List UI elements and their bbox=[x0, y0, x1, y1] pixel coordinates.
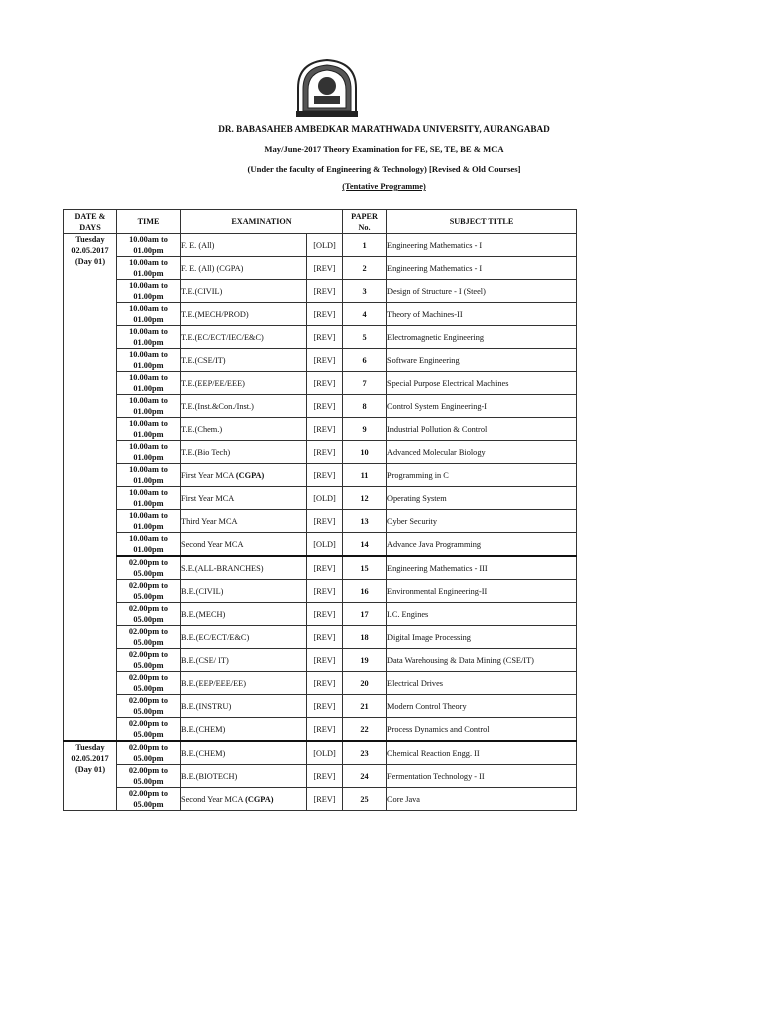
examination-cell: T.E.(Chem.) bbox=[181, 418, 307, 441]
table-row bbox=[64, 418, 577, 441]
time-cell: 10.00am to 01.00pm bbox=[117, 395, 181, 418]
faculty-line: (Under the faculty of Engineering & Technology) [Revised & Old Courses] bbox=[247, 164, 521, 174]
time-cell: 10.00am to 01.00pm bbox=[117, 464, 181, 487]
table-row bbox=[64, 672, 577, 695]
examination-cell: B.E.(EC/ECT/E&C) bbox=[181, 626, 307, 649]
subject-title-cell: Data Warehousing & Data Mining (CSE/IT) bbox=[387, 649, 577, 672]
examination-cell: B.E.(INSTRU) bbox=[181, 695, 307, 718]
exam-title: May/June-2017 Theory Examination for FE, SE, TE, BE & MCA bbox=[264, 144, 504, 154]
examination-cell: B.E.(BIOTECH) bbox=[181, 765, 307, 788]
subject-title-cell: Cyber Security bbox=[387, 510, 577, 533]
table-row bbox=[64, 326, 577, 349]
time-cell: 02.00pm to 05.00pm bbox=[117, 765, 181, 788]
table-row bbox=[64, 626, 577, 649]
course-type-cell: [OLD] bbox=[307, 487, 343, 510]
university-emblem bbox=[292, 56, 362, 118]
table-row bbox=[64, 510, 577, 533]
table-row bbox=[64, 788, 577, 811]
paper-number-cell: 22 bbox=[343, 718, 387, 742]
table-row bbox=[64, 372, 577, 395]
subject-title-cell: Advanced Molecular Biology bbox=[387, 441, 577, 464]
subject-title-cell: Modern Control Theory bbox=[387, 695, 577, 718]
paper-number-cell: 2 bbox=[343, 257, 387, 280]
examination-cell: S.E.(ALL-BRANCHES) bbox=[181, 556, 307, 580]
table-row bbox=[64, 603, 577, 626]
subject-title-cell: Theory of Machines-II bbox=[387, 303, 577, 326]
subject-title-cell: Environmental Engineering-II bbox=[387, 580, 577, 603]
course-type-cell: [REV] bbox=[307, 372, 343, 395]
examination-cell: T.E.(MECH/PROD) bbox=[181, 303, 307, 326]
table-row bbox=[64, 718, 577, 742]
col-header-paper: PAPER No. bbox=[343, 210, 387, 234]
time-cell: 10.00am to 01.00pm bbox=[117, 487, 181, 510]
time-cell: 10.00am to 01.00pm bbox=[117, 280, 181, 303]
course-type-cell: [OLD] bbox=[307, 741, 343, 765]
course-type-cell: [REV] bbox=[307, 510, 343, 533]
examination-cell: Second Year MCA bbox=[181, 533, 307, 557]
examination-cell: B.E.(CSE/ IT) bbox=[181, 649, 307, 672]
university-name: DR. BABASAHEB AMBEDKAR MARATHWADA UNIVERSITY, AURANGABAD bbox=[218, 124, 550, 134]
course-type-cell: [REV] bbox=[307, 326, 343, 349]
examination-cell: B.E.(MECH) bbox=[181, 603, 307, 626]
time-cell: 10.00am to 01.00pm bbox=[117, 533, 181, 557]
table-row bbox=[64, 765, 577, 788]
time-cell: 02.00pm to 05.00pm bbox=[117, 788, 181, 811]
paper-number-cell: 11 bbox=[343, 464, 387, 487]
course-type-cell: [REV] bbox=[307, 257, 343, 280]
time-cell: 02.00pm to 05.00pm bbox=[117, 626, 181, 649]
course-type-cell: [REV] bbox=[307, 649, 343, 672]
time-cell: 02.00pm to 05.00pm bbox=[117, 580, 181, 603]
time-cell: 10.00am to 01.00pm bbox=[117, 510, 181, 533]
paper-number-cell: 12 bbox=[343, 487, 387, 510]
paper-number-cell: 23 bbox=[343, 741, 387, 765]
subject-title-cell: Industrial Pollution & Control bbox=[387, 418, 577, 441]
paper-number-cell: 4 bbox=[343, 303, 387, 326]
examination-cell: F. E. (All) (CGPA) bbox=[181, 257, 307, 280]
examination-cell: T.E.(Inst.&Con./Inst.) bbox=[181, 395, 307, 418]
subject-title-cell: Engineering Mathematics - I bbox=[387, 257, 577, 280]
subject-title-cell: Fermentation Technology - II bbox=[387, 765, 577, 788]
time-cell: 10.00am to 01.00pm bbox=[117, 257, 181, 280]
time-cell: 02.00pm to 05.00pm bbox=[117, 649, 181, 672]
day-cell: Tuesday 02.05.2017 (Day 01) bbox=[64, 741, 117, 811]
table-header-row bbox=[64, 210, 577, 234]
programme-status: (Tentative Programme) bbox=[342, 182, 426, 191]
exam-timetable bbox=[63, 209, 577, 811]
course-type-cell: [REV] bbox=[307, 464, 343, 487]
time-cell: 02.00pm to 05.00pm bbox=[117, 718, 181, 742]
subject-title-cell: Engineering Mathematics - III bbox=[387, 556, 577, 580]
table-row bbox=[64, 280, 577, 303]
examination-cell: T.E.(EEP/EE/EEE) bbox=[181, 372, 307, 395]
subject-title-cell: Advance Java Programming bbox=[387, 533, 577, 557]
table-row bbox=[64, 580, 577, 603]
paper-number-cell: 24 bbox=[343, 765, 387, 788]
table-row bbox=[64, 349, 577, 372]
paper-number-cell: 5 bbox=[343, 326, 387, 349]
examination-cell: T.E.(CIVIL) bbox=[181, 280, 307, 303]
paper-number-cell: 25 bbox=[343, 788, 387, 811]
examination-cell: T.E.(Bio Tech) bbox=[181, 441, 307, 464]
time-cell: 02.00pm to 05.00pm bbox=[117, 695, 181, 718]
day-cell: Tuesday 02.05.2017 (Day 01) bbox=[64, 234, 117, 742]
examination-cell: First Year MCA (CGPA) bbox=[181, 464, 307, 487]
time-cell: 02.00pm to 05.00pm bbox=[117, 741, 181, 765]
time-cell: 10.00am to 01.00pm bbox=[117, 349, 181, 372]
course-type-cell: [REV] bbox=[307, 626, 343, 649]
subject-title-cell: Digital Image Processing bbox=[387, 626, 577, 649]
paper-number-cell: 20 bbox=[343, 672, 387, 695]
subject-title-cell: Special Purpose Electrical Machines bbox=[387, 372, 577, 395]
time-cell: 10.00am to 01.00pm bbox=[117, 372, 181, 395]
course-type-cell: [REV] bbox=[307, 349, 343, 372]
time-cell: 10.00am to 01.00pm bbox=[117, 234, 181, 257]
course-type-cell: [REV] bbox=[307, 695, 343, 718]
table-row bbox=[64, 303, 577, 326]
course-type-cell: [OLD] bbox=[307, 533, 343, 557]
course-type-cell: [REV] bbox=[307, 603, 343, 626]
examination-cell: Third Year MCA bbox=[181, 510, 307, 533]
examination-cell: B.E.(CIVIL) bbox=[181, 580, 307, 603]
subject-title-cell: Core Java bbox=[387, 788, 577, 811]
course-type-cell: [REV] bbox=[307, 303, 343, 326]
examination-cell: B.E.(CHEM) bbox=[181, 718, 307, 742]
course-type-cell: [OLD] bbox=[307, 234, 343, 257]
examination-cell: Second Year MCA (CGPA) bbox=[181, 788, 307, 811]
subject-title-cell: Programming in C bbox=[387, 464, 577, 487]
examination-cell: First Year MCA bbox=[181, 487, 307, 510]
paper-number-cell: 6 bbox=[343, 349, 387, 372]
table-row bbox=[64, 464, 577, 487]
time-cell: 10.00am to 01.00pm bbox=[117, 303, 181, 326]
paper-number-cell: 17 bbox=[343, 603, 387, 626]
paper-number-cell: 18 bbox=[343, 626, 387, 649]
table-row bbox=[64, 487, 577, 510]
paper-number-cell: 14 bbox=[343, 533, 387, 557]
paper-number-cell: 21 bbox=[343, 695, 387, 718]
table-row bbox=[64, 556, 577, 580]
course-type-cell: [REV] bbox=[307, 765, 343, 788]
paper-number-cell: 8 bbox=[343, 395, 387, 418]
table-row bbox=[64, 649, 577, 672]
subject-title-cell: Chemical Reaction Engg. II bbox=[387, 741, 577, 765]
examination-cell: B.E.(CHEM) bbox=[181, 741, 307, 765]
col-header-subject: SUBJECT TITLE bbox=[387, 210, 577, 234]
course-type-cell: [REV] bbox=[307, 718, 343, 742]
course-type-cell: [REV] bbox=[307, 788, 343, 811]
table-row bbox=[64, 441, 577, 464]
paper-number-cell: 7 bbox=[343, 372, 387, 395]
course-type-cell: [REV] bbox=[307, 418, 343, 441]
time-cell: 02.00pm to 05.00pm bbox=[117, 603, 181, 626]
subject-title-cell: Process Dynamics and Control bbox=[387, 718, 577, 742]
col-header-time: TIME bbox=[117, 210, 181, 234]
paper-number-cell: 13 bbox=[343, 510, 387, 533]
subject-title-cell: Electromagnetic Engineering bbox=[387, 326, 577, 349]
table-row bbox=[64, 741, 577, 765]
time-cell: 02.00pm to 05.00pm bbox=[117, 556, 181, 580]
subject-title-cell: I.C. Engines bbox=[387, 603, 577, 626]
paper-number-cell: 16 bbox=[343, 580, 387, 603]
subject-title-cell: Software Engineering bbox=[387, 349, 577, 372]
table-row bbox=[64, 257, 577, 280]
paper-number-cell: 9 bbox=[343, 418, 387, 441]
examination-cell: T.E.(CSE/IT) bbox=[181, 349, 307, 372]
time-cell: 10.00am to 01.00pm bbox=[117, 418, 181, 441]
paper-number-cell: 19 bbox=[343, 649, 387, 672]
course-type-cell: [REV] bbox=[307, 395, 343, 418]
course-type-cell: [REV] bbox=[307, 280, 343, 303]
paper-number-cell: 10 bbox=[343, 441, 387, 464]
course-type-cell: [REV] bbox=[307, 672, 343, 695]
col-header-date: DATE & DAYS bbox=[64, 210, 117, 234]
table-row bbox=[64, 695, 577, 718]
subject-title-cell: Engineering Mathematics - I bbox=[387, 234, 577, 257]
col-header-examination: EXAMINATION bbox=[181, 210, 343, 234]
time-cell: 10.00am to 01.00pm bbox=[117, 441, 181, 464]
subject-title-cell: Control System Engineering-I bbox=[387, 395, 577, 418]
time-cell: 10.00am to 01.00pm bbox=[117, 326, 181, 349]
paper-number-cell: 1 bbox=[343, 234, 387, 257]
table-row bbox=[64, 234, 577, 257]
course-type-cell: [REV] bbox=[307, 580, 343, 603]
course-type-cell: [REV] bbox=[307, 556, 343, 580]
paper-number-cell: 15 bbox=[343, 556, 387, 580]
paper-number-cell: 3 bbox=[343, 280, 387, 303]
examination-cell: T.E.(EC/ECT/IEC/E&C) bbox=[181, 326, 307, 349]
table-row bbox=[64, 533, 577, 557]
subject-title-cell: Design of Structure - I (Steel) bbox=[387, 280, 577, 303]
subject-title-cell: Operating System bbox=[387, 487, 577, 510]
time-cell: 02.00pm to 05.00pm bbox=[117, 672, 181, 695]
course-type-cell: [REV] bbox=[307, 441, 343, 464]
examination-cell: B.E.(EEP/EEE/EE) bbox=[181, 672, 307, 695]
table-row bbox=[64, 395, 577, 418]
subject-title-cell: Electrical Drives bbox=[387, 672, 577, 695]
examination-cell: F. E. (All) bbox=[181, 234, 307, 257]
